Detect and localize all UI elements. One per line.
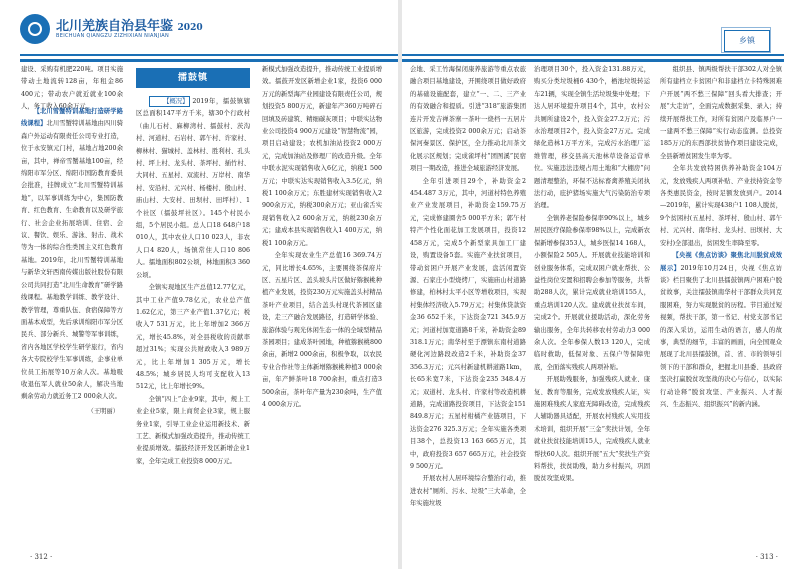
column-1-top-text [21,64,123,111]
paragraph: 全镇养老保险参保率90%以上，城乡居民医疗保险参保率98%以上，完成新农保新增参保353人，城乡医保14 168人，小额保险2 505人。开展就业技能培训和创业服务体系，完成双困户就业帮扶、公益性岗位安置和招聘会参加等服务，共帮助288人次，累计完成就业培训155人，重点培训120人次。建成就业扶贫车间，完成2个。开展就业援助活动，深化劳务输出服务，全年共转移农村劳动力3 000余人次。全年参保人数13 120人，完成临时救助，低保对象、五保户等保障兜底，全面落实残疾人两项补贴。 [534,214,650,371]
column-6-text [660,64,782,544]
topic-body: 北川雪蟹特训基地由四川骑森户外运动有限责任公司专业打造，位于永安镇元门村，基地占地200余亩，其中，禅帝雪蟹基地100亩，经绵阳市军分区、绵阳市国防教育委员会批准，挂牌成立“北川雪蟹特训基地”，以军事训练为中心，集国防教育、红色教育、生命教育以及研学旅行、社会企业拓展培训、住宿、会议、餐饮、娱乐、游泳、射击、战术等为一体的综合性类国主义红色教育基地。2019年，北川雪蟹特训基地与新华文轩西南传媒出版社股份有限公司共同打造“北川生命教育”研学路线课程。基地教学训练、教学设计、教学管理，尊重队伍、食宿保障等方面基本成型，先后承训绵阳市军分区民兵、部分新兵、城警等军事训练，省内各地区学校学生研学旅行，省内各大专院校学生军事训练，企事业单位员工拓展等10万余人次。基地吸收退伍军人就业50余人，解决当地剩余劳动力就近务工2 000余人次。 [21,120,124,401]
topic-title: 【央视《焦点访谈》聚焦北川脱贫成效展示】 [660,252,782,272]
column-5-text [534,64,650,544]
paragraph: 会地、采工竹海保闭康养旅游等重点农旅融合项目基地建设，开围绕项目做好政府的基础设施配套，建立“一、二、三产业的有效融合和提质。引进“318”旅游集团连片开发吉禅茶寨一茶叶一烧档一五居片区旅游，完成投资2 000余万元；启动茶保河秦景区、保护区，全力推动北川茶文化展示区规划；完成雀坪村“团图溪”民宿项目一期改造，推进全域旅游经济发展。 [410,66,526,173]
left-header [20,10,398,62]
paragraph: 全年引进项目29个，补助资金2 454.487 3万元，其中，河道村特色养殖业产业发展项目，补助资金159.75万元，完成修建圈舍5 000平方米；郭午村特产个性化面花加工发展项目，投资12 458万元，完成5个新型家具加工厂建设，购置设备5套。实施产业扶贫项目，带动贫困户开展产业发展，盘活闲置资源、石家庄小型烧烤厂，实施庙山村道路修建，柏林村太平小区等增收项目，实现村集体经济收入5.79万元；村集体贷款资金36 652千米，下达资金721 345.9万元；河道村加宽道路8千米，补助资金89 318.1万元；南华村至于漂镇东南村道路硬化河边路段改造2千米，补助资金37 356.3万元；元兴村新建机耕道路1km，长65米宽7米，下达资金235 348.4万元；双道村、龙头村、许家村等改造机耕道路，完成道路投资项目，下达资金151 849.8万元；五星村柑橘产业链项目，下达资金276 325.3万元；全年实施各类项目38个，总投资13 163 665万元，其中，政府投资3 657 665万元，社会投资9 500万元。 [410,177,526,470]
topic-title: 【北川雪蟹特训基地打造研学路线课程】 [21,108,123,128]
right-page [402,0,800,569]
topic-body: 2019年10月24日，央视《焦点访谈》栏目聚焦了北川县擂鼓镇两户困难户脱贫故事，关注擂鼓镇南华村干部群众共同克服困难，努力实现脱贫的历程。节目通过短视频，帮扶干部，第一书记、村党支部书记的深入采访，运用生动的语言，感人的故事，典型的细节，丰富的画面，向全国观众展现了北川县擂鼓镇，首、省、市的领导引领下的干部和群众，把握北川县委、县政府坚决打赢脱贫攻坚战的决心与信心，以实际行动诠释“脱贫攻坚、产业振兴、人才振兴、生态振兴、组织振兴”的新内涵。 [660,264,782,408]
section-tag: 乡镇 [724,30,770,52]
column-4-text [410,64,526,544]
column-1-topic [21,106,123,542]
paragraph: 全镇实现地区生产总值12.77亿元，其中工业产值9.78亿元，农业总产值1.62亿元，第三产业产值1.37亿元；税收入7 531万元，比上年增加2 366万元，增长45.8%，对全县税收的贡献率超过31%；实现公共财政收入3 989万元，比上年增加1 305万元，增长48.5%；城乡居民人均可支配收入13 512元，比上年增长9%。 [136,284,250,391]
yearbook-year: 2020 [177,23,203,33]
paragraph: 全年共发放特困供养补助资金104万元，发放残疾人两项补贴、产业扶持资金等各类惠民资金，按时足额发放到户。2014—2019年，累计实现438户1 108人脱贫，9个贫困村(五星村、茶坪村、殷山村、郭午村、元兴村、南华村、龙头村、田坝村、大安村)全部退出，贫困发生率降至零。 [660,165,782,247]
header-stripe [20,59,398,62]
header-rule [20,54,398,56]
overview-tag: 【概况】 [149,96,191,107]
page-number-left: · 312 · [30,553,53,561]
yearbook-pinyin: BEICHUAN QIANGZU ZIZHIXIAN NIANJIAN [56,33,170,39]
paragraph: 全镇“四上”企业9家，其中，规上工业企业5家，限上商贸企业3家，规上服务业1家，引导工业企业运用新技术、新工艺、新模式加强改造提升，推动传统工业提质增效。擂鼓经济开发区新增企业1家，全年完成工业投资8 000万元。 [136,395,250,465]
section-banner: 擂鼓镇 [136,68,250,88]
paragraph: 治理项目30个，投入资金131.88万元，购买分类垃圾桶6 430个，栖池垃圾转运车21辆，实现全镇生活垃圾集中处理；下达人居环境提升项目4个，其中，农村公共厕所建设2个，投入资金27.2万元；污水治理项目2个，投入资金27万元。完成绿化造林1万平方米，完成污水治理厂运维管理，移交县高天池林草设备运营单位。实施违法违规占用土地和“大棚房”问题清理整治，环保不达标畜禽养殖关闭执法行动，庇护猪场实施大气污染防治专项治理。 [534,66,650,210]
topic-paragraph [660,250,782,411]
header-rule [402,54,784,56]
column-2-text [136,96,250,544]
paragraph: 开展助残服务，加强残疾人就业、康复、教育等服务，完成发放残疾人证，实施困难残疾人家庭无障碍改造，完成残疾人辅助器具适配，开展农村残疾人实用技术培训，组织开展“三金”奖扶计划，全年就业扶贫技能培训15人，完成残疾人就业帮扶60人次。组织开展“五大”奖扶生产资料帮扶，扶贫助残，助力乡村振兴，巩固脱贫攻坚成果。 [534,376,650,483]
paragraph: 建设、采购有机肥220吨。项目实施带动土地流转128亩，年租金86 400元；带动农户就近就业100余人，务工收入60余万元。 [21,66,123,111]
paragraph: 全年实现农业生产总值16 369.74万元，同比增长4.65%，主要围绕茶保府片区、五星片区、盖头坡头片区做好猕猴桃种植产业发展，投资230万元实施盖头村精品茶叶产业项目，结合盖头村现代茶园区建设，走三产融合发展路径，打造研学体验、旅游体验与观光休闲生态一体的全域型精品茶园项目；建成茶叶园地，种植猕猴桃800余亩，新增2 000余亩，积极争取，以农民专业合作社等主体新增猕猴桃种植3 000余亩，年产鲜茶叶18 700余担，重点打造3 500余亩，茶叶年产量为230余吨，生产值4 000余万元。 [262,252,382,408]
yearbook-logo-icon [20,14,50,44]
yearbook-title: 北川羌族自治县年鉴 2020 [56,19,203,34]
paragraph: 新模式加强改造提升，推动传统工业提质增效。擂鼓开发区新增企业1家，投资6 000万元的新型海产业园建设有限责任公司，规划投资5 800万元，新建年产360万吨碎石回填及砖建筑、精细碳灰项目；中联实达物业公司投资4 900万元建设“智慧物流”园，项目启动建设；农机加油站投资2 000万元，完成加油站及修理厂的改造升级。全年中联水泥实现销售收入6亿元，纳税1 500万元；中联实达实现销售收入3.5亿元，纳税1 100余万元；东胜建材实现销售收入2 900余万元，纳税300余万元；亚山雀舌实现销售收入2 600余万元，纳税230余万元；建成本县实现销售收入1 400万元，纳税1 100余万元。 [262,66,382,247]
paragraph: 开展农村人居环境综合整治行动，推进农村“厕所、污水、垃圾”三大革命，全年实施垃圾 [410,475,526,508]
left-page [0,0,398,569]
topic-paragraph [21,106,123,404]
author: （王明丽） [87,407,119,415]
right-header [402,10,784,62]
page-number-right: · 313 · [755,553,778,561]
paragraph: 组织县、镇两级帮扶干部302人对全镇所有建档立卡贫困户和非建档立卡特殊困难户开展“两不愁三保障”回头看大排查；开展“大走访”，全面完成数据采集、录入；持续开展帮扶工作，对所有贫困户及临界户一一建两不愁三保障”实行动态监测。总投资185万元的东西部扶贫协作项目建设完成，全县新增贫困发生率为零。 [660,66,782,160]
column-3-text [262,64,382,544]
header-stripe [402,59,784,62]
paragraph: 【概况】 2019年，擂鼓镇辖区总面积147平方千米，辖30个行政村（曲儿石村、麻柳湾村、擂鼓村、茨沟村、河道村、石岩村、郭午村、许家村、柳林村、猫城村、盖林村、胜利村、孔头村、坪上村、龙头村、茶坪村、插竹村、大同村、五星村、双流村、万岸村、南华村、安沿村、元兴村、杨楼村、殷山村、庙山村、大安村、田坝村、田坪村）、1个社区（擂鼓坪社区）。145个村民小组，5个居民小组。总人口18 648户18 010人，其中农业人口10 023人，非农人口4 820人，场镇常住人口10 806人。擂地面积802公顷，林地面积3 360公顷。 [136,98,250,279]
